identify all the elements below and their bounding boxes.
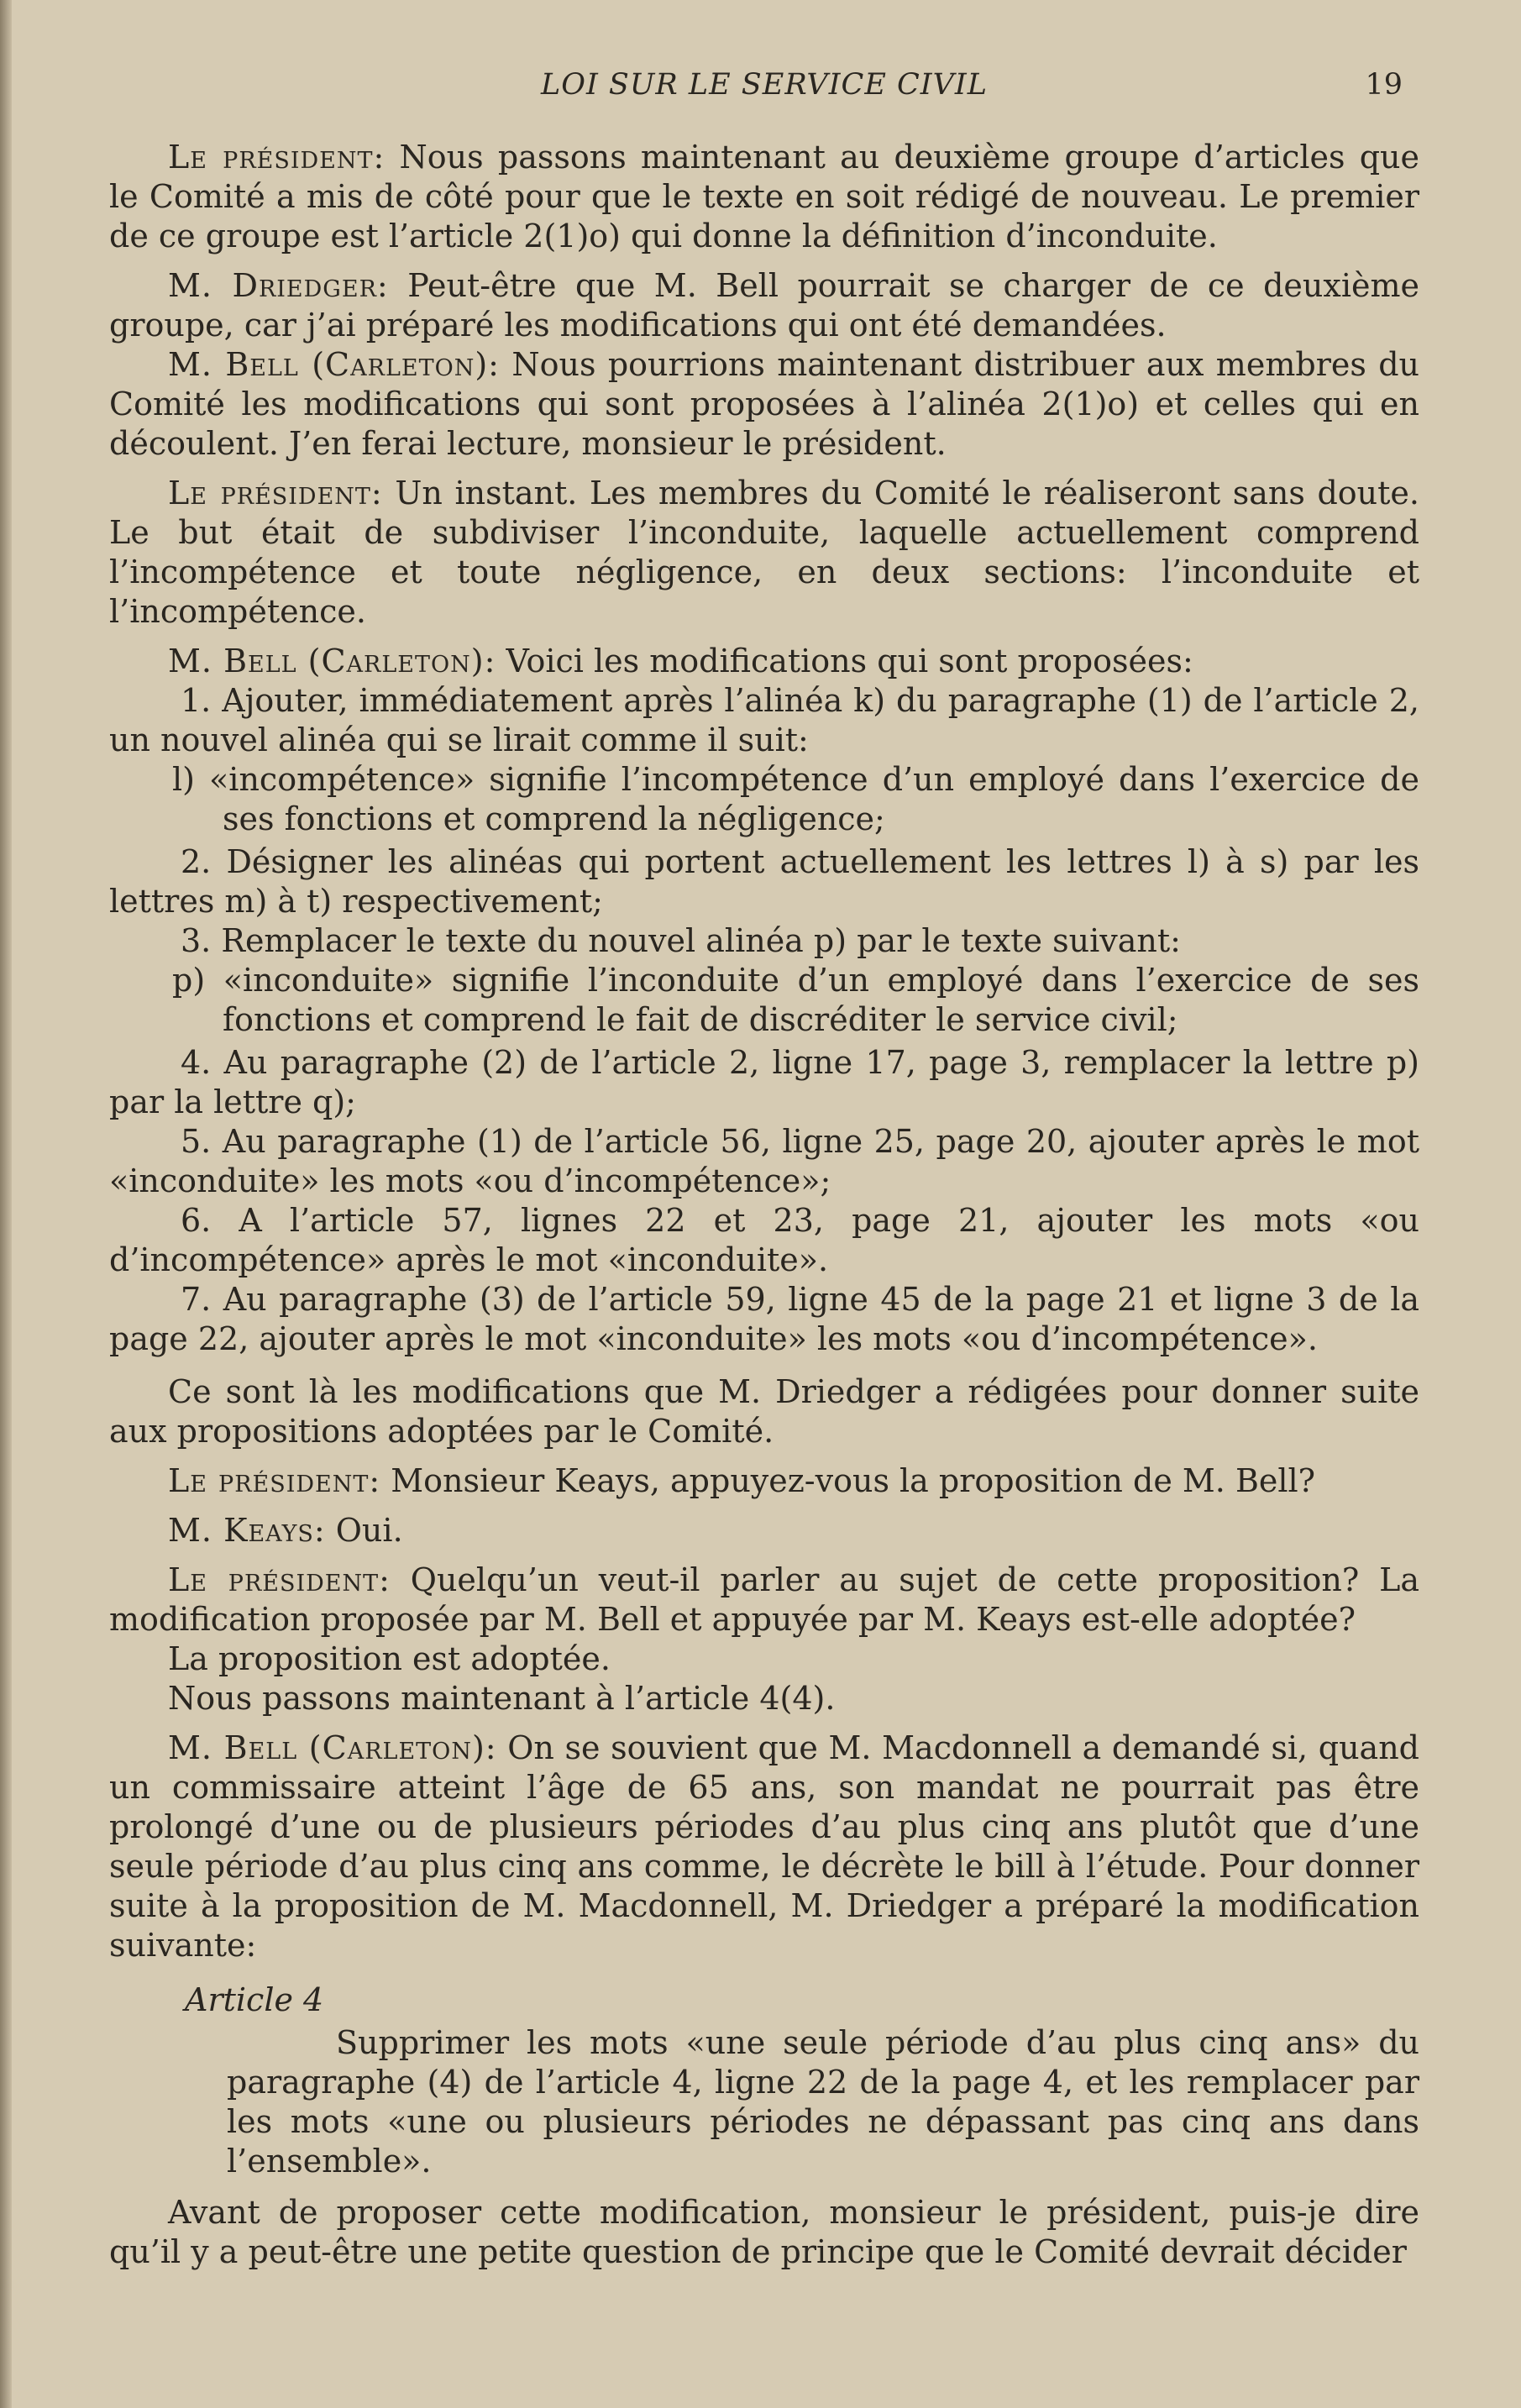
speaker-name: Le président:: [168, 1561, 391, 1598]
amendment-item: 1. Ajouter, immédiatement après l’alinéa k) du paragraphe (1) de l’article 2, un nouvel alinéa qui se lirait comme il suit:: [109, 682, 1419, 758]
paragraph: [109, 1511, 1419, 1550]
paragraph-text: La proposition est adoptée.: [168, 1640, 611, 1677]
speaker-name: M. Keays:: [168, 1512, 326, 1549]
paragraph: [109, 138, 1419, 256]
amendment-item: 5. Au paragraphe (1) de l’article 56, ligne 25, page 20, ajouter après le mot «inconduite» les mots «ou d’incompétence»;: [109, 1123, 1419, 1199]
paragraph-text: Monsieur Keays, appuyez-vous la proposition de M. Bell?: [380, 1462, 1316, 1499]
paragraph-text: Nous passons maintenant à l’article 4(4).: [168, 1680, 836, 1717]
article-quote: Supprimer les mots «une seule période d’au plus cinq ans» du paragraphe (4) de l’article 4, ligne 22 de la page 4, et les remplacer par les mots «une ou plusieurs périodes ne dépassant pas cinq ans dans l’ensemble».: [227, 2024, 1419, 2180]
running-title: LOI SUR LE SERVICE CIVIL: [541, 68, 988, 102]
amendment-item: 4. Au paragraphe (2) de l’article 2, ligne 17, page 3, remplacer la lettre p) par la lettre q);: [109, 1044, 1419, 1120]
amendment-definition: l) «incompétence» signifie l’incompétence d’un employé dans l’exercice de ses fonctions et comprend la négligence;: [172, 761, 1419, 837]
speaker-name: M. Bell (Carleton):: [168, 643, 496, 679]
paragraph-text: Oui.: [325, 1512, 403, 1549]
paragraph: [109, 1729, 1419, 1965]
amendment-item: 3. Remplacer le texte du nouvel alinéa p) par le texte suivant:: [181, 922, 1181, 959]
paragraph-text: Nous passons maintenant au deuxième groupe d’articles que le Comité a mis de côté pour que le texte en soit rédigé de nouveau. Le premier de ce groupe est l’article 2(1)o) qui donne la définition d’inconduite.: [109, 139, 1419, 254]
amendment-definition: p) «inconduite» signifie l’inconduite d’un employé dans l’exercice de ses fonctions et comprend le fait de discréditer le service civil;: [172, 962, 1419, 1038]
amendment-item: 6. A l’article 57, lignes 22 et 23, page 21, ajouter les mots «ou d’incompétence» après le mot «inconduite».: [109, 1202, 1419, 1278]
document-page: [109, 66, 1419, 2282]
paragraph: [109, 1639, 1419, 1679]
paragraph: [109, 345, 1419, 464]
speaker-name: M. Bell (Carleton):: [168, 346, 500, 383]
paragraph-text: Nous pourrions maintenant distribuer aux membres du Comité les modifications qui sont proposées à l’alinéa 2(1)o) et celles qui en découlent. J’en ferai lecture, monsieur le président.: [109, 346, 1420, 462]
amendment-item: 7. Au paragraphe (3) de l’article 59, ligne 45 de la page 21 et ligne 3 de la page 22, ajouter après le mot «inconduite» les mots «ou d’incompétence».: [109, 1281, 1419, 1357]
speaker-name: Le président:: [168, 139, 385, 176]
paragraph: [109, 642, 1419, 681]
paragraph: [109, 1679, 1419, 1718]
page-spine-shadow: [0, 0, 12, 2408]
paragraph-text: Ce sont là les modifications que M. Driedger a rédigées pour donner suite aux propositions adoptées par le Comité.: [109, 1373, 1419, 1450]
article-heading: Article 4: [185, 1981, 324, 2018]
paragraph-text: Un instant. Les membres du Comité le réaliseront sans doute. Le but était de subdiviser l’inconduite, laquelle actuellement comprend l’incompétence et toute négligence, en deux sections: l’inconduite et l’incompétence.: [109, 475, 1419, 630]
paragraph-text: On se souvient que M. Macdonnell a demandé si, quand un commissaire atteint l’âge de 65 ans, son mandat ne pourrait pas être prolongé d’une ou de plusieurs périodes d’au plus cinq ans plutôt que d’une seule période d’au plus cinq ans comme, le décrète le bill à l’étude. Pour donner suite à la proposition de M. Macdonnell, M. Driedger a préparé la modification suivante:: [109, 1729, 1419, 1964]
paragraph-text: Peut-être que M. Bell pourrait se charger de ce deuxième groupe, car j’ai préparé les modifications qui ont été demandées.: [109, 267, 1419, 344]
paragraph: [109, 1372, 1419, 1451]
paragraph: [109, 1561, 1419, 1639]
page-header: [109, 66, 1419, 116]
amendment-item: 2. Désigner les alinéas qui portent actuellement les lettres l) à s) par les lettres m) à t) respectivement;: [109, 843, 1419, 920]
paragraph: [109, 1461, 1419, 1501]
speaker-name: Le président:: [168, 475, 383, 512]
paragraph: [109, 474, 1419, 632]
speaker-name: M. Driedger:: [168, 267, 389, 304]
speaker-name: M. Bell (Carleton):: [168, 1729, 497, 1766]
paragraph: [109, 266, 1419, 345]
paragraph-text: Avant de proposer cette modification, monsieur le président, puis-je dire qu’il y a peut-être une petite question de principe que le Comité devrait décider: [109, 2194, 1419, 2270]
speaker-name: Le président:: [168, 1462, 381, 1499]
page-number: 19: [1365, 68, 1403, 102]
paragraph: [109, 2193, 1419, 2272]
paragraph-text: Voici les modifications qui sont proposées:: [496, 643, 1193, 679]
paragraph-text: Quelqu’un veut-il parler au sujet de cette proposition? La modification proposée par M. Bell et appuyée par M. Keays est-elle adoptée?: [109, 1561, 1419, 1638]
